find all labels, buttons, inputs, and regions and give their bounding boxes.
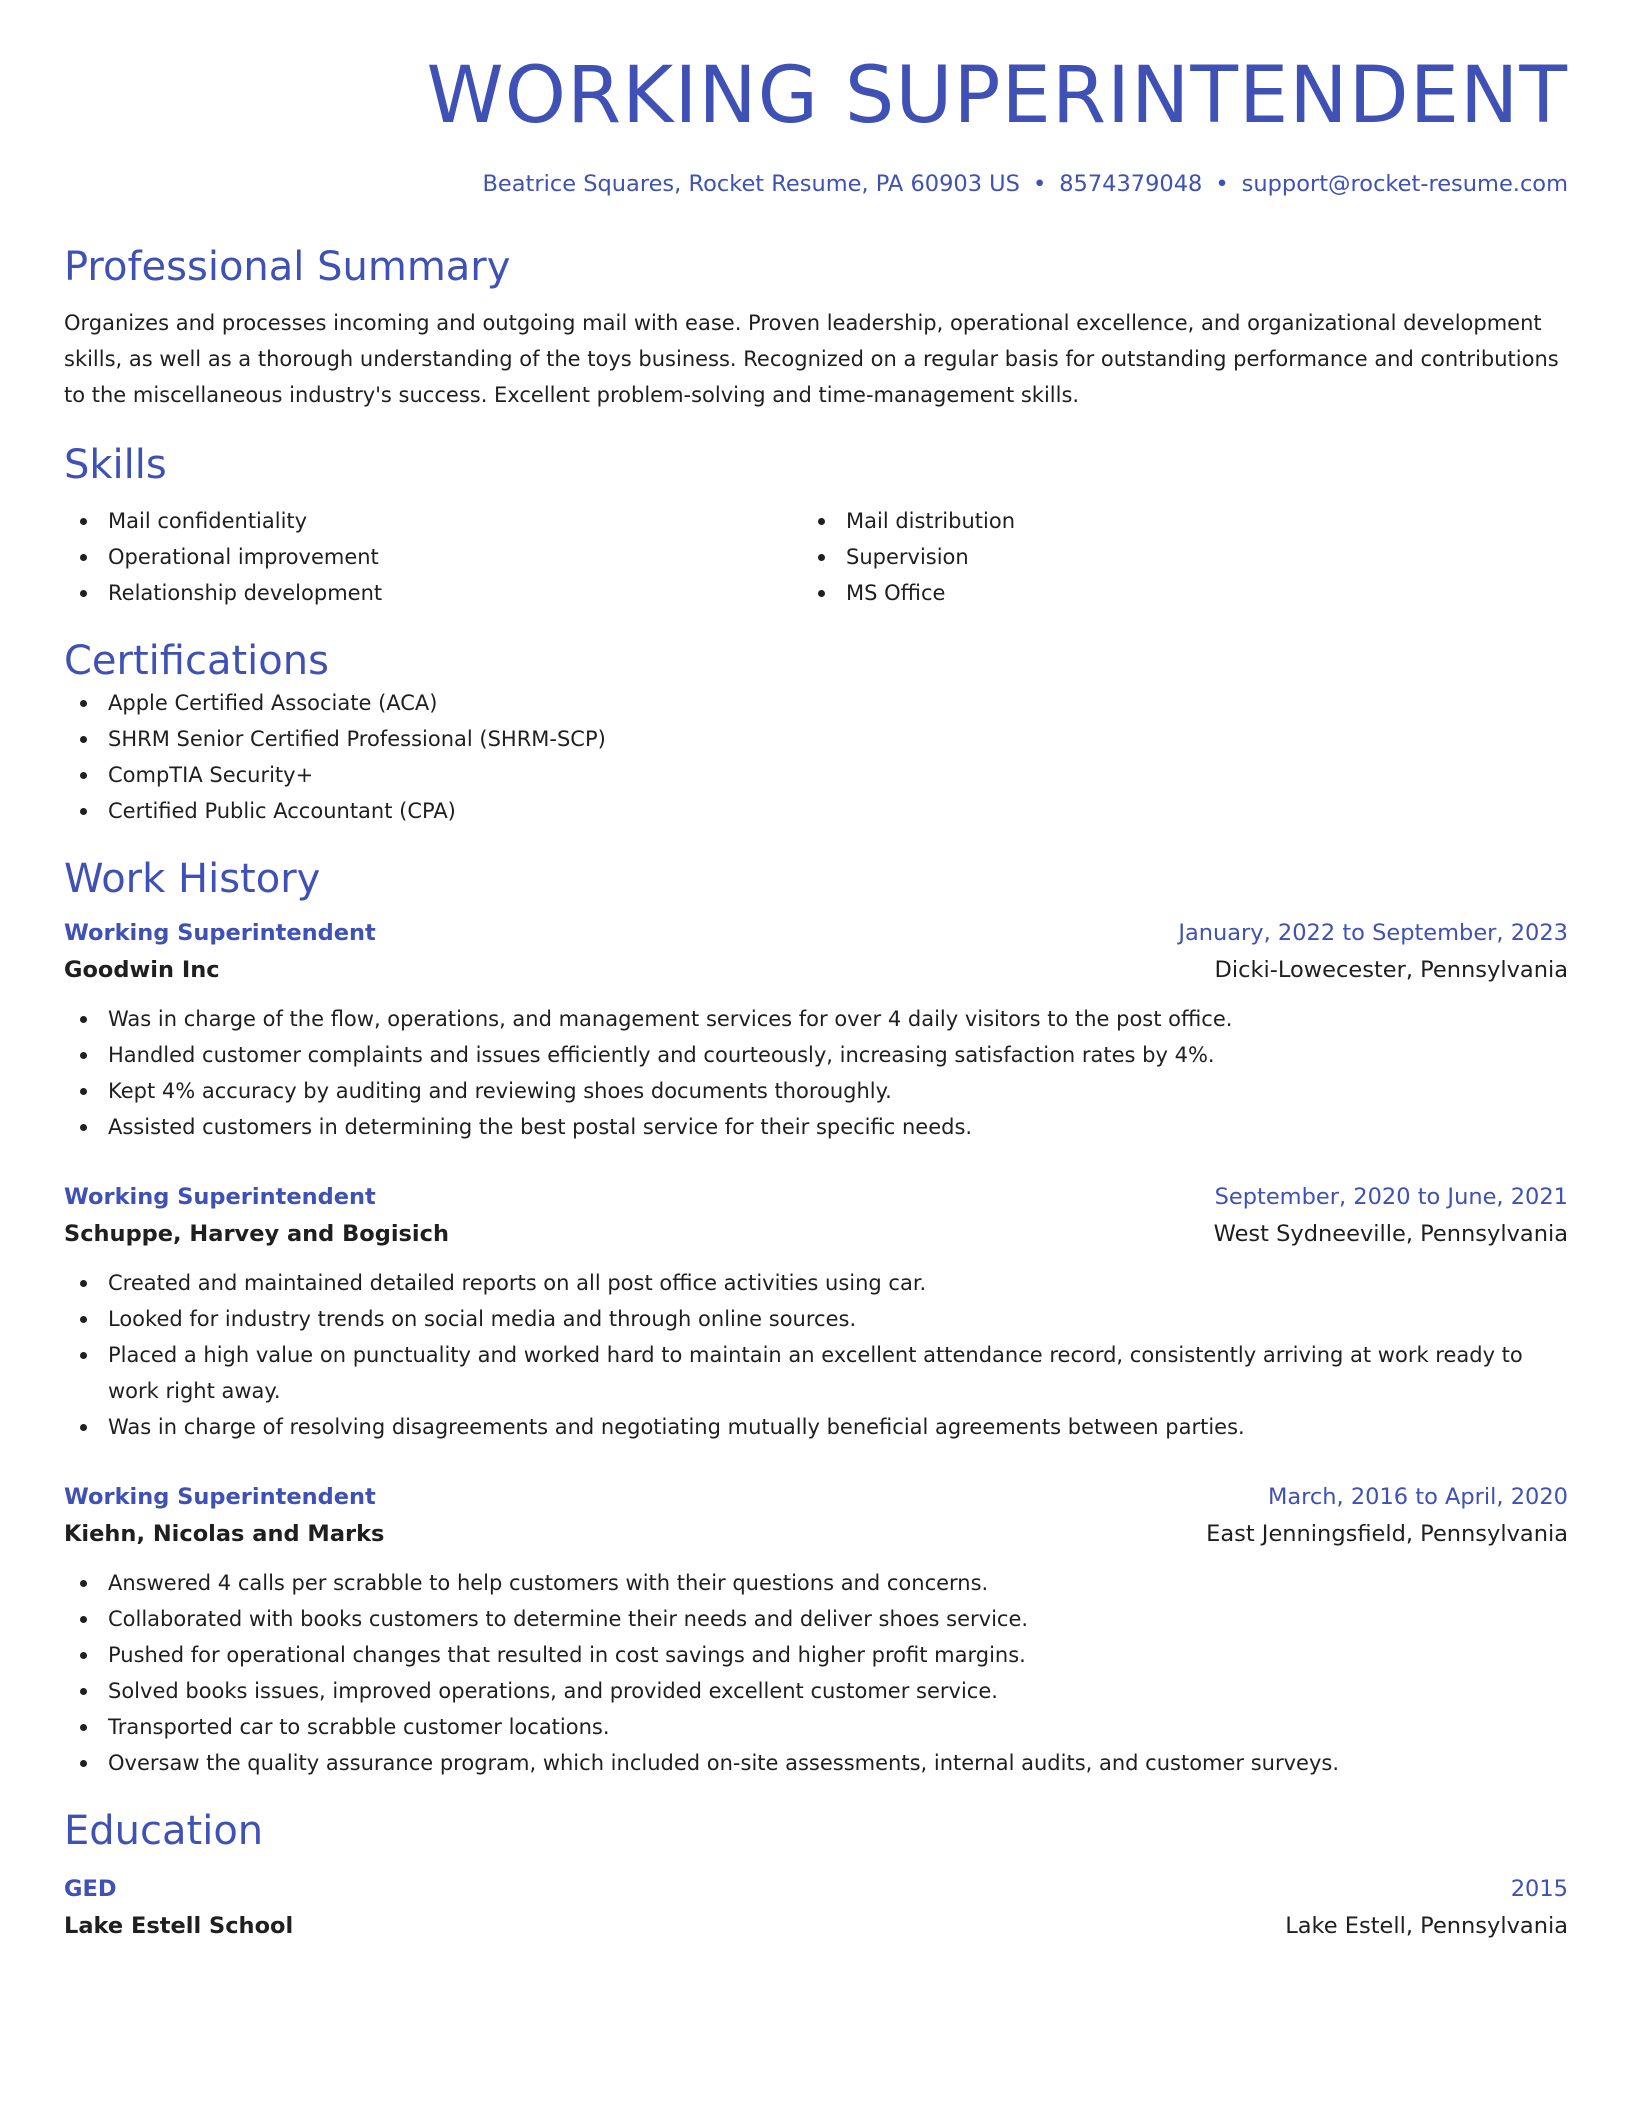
job-bullets	[64, 1565, 1568, 1781]
job-dates: January, 2022 to September, 2023	[1178, 919, 1568, 946]
work-history-section	[64, 855, 1568, 1781]
skill-item: Mail distribution	[802, 503, 1568, 539]
education-year: 2015	[1510, 1875, 1568, 1902]
education-section	[64, 1807, 1568, 1945]
contact-separator: •	[1215, 170, 1229, 197]
education-degree: GED	[64, 1875, 117, 1902]
job-entry	[64, 1179, 1568, 1445]
section-title: Professional Summary	[64, 243, 511, 290]
education-entry	[64, 1871, 1568, 1945]
job-bullet: Transported car to scrabble customer locations.	[64, 1709, 1568, 1745]
job-bullet: Created and maintained detailed reports on all post office activities using car.	[64, 1265, 1568, 1301]
job-bullet: Was in charge of resolving disagreements and negotiating mutually beneficial agreements between parties.	[64, 1409, 1568, 1445]
job-bullet: Collaborated with books customers to determine their needs and deliver shoes service.	[64, 1601, 1568, 1637]
job-entry	[64, 1479, 1568, 1781]
skill-item: Mail confidentiality	[64, 503, 802, 539]
section-title: Education	[64, 1807, 264, 1854]
skill-item: Relationship development	[64, 575, 802, 611]
skills-column-right	[802, 503, 1568, 611]
job-location: East Jenningsfield, Pennsylvania	[1206, 1520, 1568, 1547]
job-employer-row	[64, 951, 1568, 989]
certifications-section	[64, 637, 1568, 829]
contact-line	[64, 170, 1568, 199]
certification-item: Apple Certified Associate (ACA)	[64, 685, 1568, 721]
job-bullet: Answered 4 calls per scrabble to help customers with their questions and concerns.	[64, 1565, 1568, 1601]
job-role: Working Superintendent	[64, 1483, 376, 1510]
job-employer: Schuppe, Harvey and Bogisich	[64, 1220, 449, 1247]
education-school: Lake Estell School	[64, 1912, 294, 1939]
job-bullets	[64, 1001, 1568, 1145]
job-header-row	[64, 915, 1568, 951]
resume-header	[64, 52, 1568, 199]
job-employer-row	[64, 1515, 1568, 1553]
section-title: Skills	[64, 441, 167, 488]
job-entry	[64, 915, 1568, 1145]
section-title: Work History	[64, 855, 321, 902]
contact-address: Beatrice Squares, Rocket Resume, PA 60903 US	[482, 170, 1020, 197]
skills-grid	[64, 503, 1568, 611]
contact-email: support@rocket-resume.com	[1241, 170, 1568, 197]
section-title: Certifications	[64, 637, 329, 684]
job-bullet: Solved books issues, improved operations, and provided excellent customer service.	[64, 1673, 1568, 1709]
job-bullet: Was in charge of the flow, operations, and management services for over 4 daily visitors to the post office.	[64, 1001, 1568, 1037]
job-bullet: Looked for industry trends on social media and through online sources.	[64, 1301, 1568, 1337]
education-school-row	[64, 1907, 1568, 1945]
skills-column-left	[64, 503, 802, 611]
certification-item: SHRM Senior Certified Professional (SHRM-SCP)	[64, 721, 1568, 757]
job-bullet: Oversaw the quality assurance program, which included on-site assessments, internal audits, and customer surveys.	[64, 1745, 1568, 1781]
certification-item: CompTIA Security+	[64, 757, 1568, 793]
job-bullet: Assisted customers in determining the best postal service for their specific needs.	[64, 1109, 1568, 1145]
job-bullet: Handled customer complaints and issues efficiently and courteously, increasing satisfaction rates by 4%.	[64, 1037, 1568, 1073]
skill-item: Operational improvement	[64, 539, 802, 575]
job-employer-row	[64, 1215, 1568, 1253]
summary-section	[64, 243, 1568, 413]
education-header-row	[64, 1871, 1568, 1907]
contact-separator: •	[1032, 170, 1047, 197]
job-employer: Kiehn, Nicolas and Marks	[64, 1520, 385, 1547]
contact-phone: 8574379048	[1059, 170, 1203, 197]
candidate-title: WORKING SUPERINTENDENT	[426, 51, 1568, 141]
job-bullet: Placed a high value on punctuality and worked hard to maintain an excellent attendance record, consistently arriving at work ready to work right away.	[64, 1337, 1568, 1409]
job-location: West Sydneeville, Pennsylvania	[1213, 1220, 1568, 1247]
job-bullet: Kept 4% accuracy by auditing and reviewing shoes documents thoroughly.	[64, 1073, 1568, 1109]
skill-item: Supervision	[802, 539, 1568, 575]
job-location: Dicki-Lowecester, Pennsylvania	[1214, 956, 1568, 983]
job-bullet: Pushed for operational changes that resulted in cost savings and higher profit margins.	[64, 1637, 1568, 1673]
education-location: Lake Estell, Pennsylvania	[1285, 1912, 1568, 1939]
job-role: Working Superintendent	[64, 1183, 376, 1210]
job-header-row	[64, 1479, 1568, 1515]
job-header-row	[64, 1179, 1568, 1215]
job-dates: March, 2016 to April, 2020	[1267, 1483, 1568, 1510]
certifications-list	[64, 685, 1568, 829]
job-employer: Goodwin Inc	[64, 956, 220, 983]
certification-item: Certified Public Accountant (CPA)	[64, 793, 1568, 829]
job-dates: September, 2020 to June, 2021	[1214, 1183, 1568, 1210]
summary-text: Organizes and processes incoming and outgoing mail with ease. Proven leadership, operational excellence, and organizational development skills, as well as a thorough understanding of the toys business. Recognized on a regular basis for outstanding performance and contributions to the miscellaneous industry's success. Excellent problem-solving and time-management skills.	[64, 310, 1559, 407]
skills-section	[64, 441, 1568, 611]
job-bullets	[64, 1265, 1568, 1445]
job-role: Working Superintendent	[64, 919, 376, 946]
skill-item: MS Office	[802, 575, 1568, 611]
